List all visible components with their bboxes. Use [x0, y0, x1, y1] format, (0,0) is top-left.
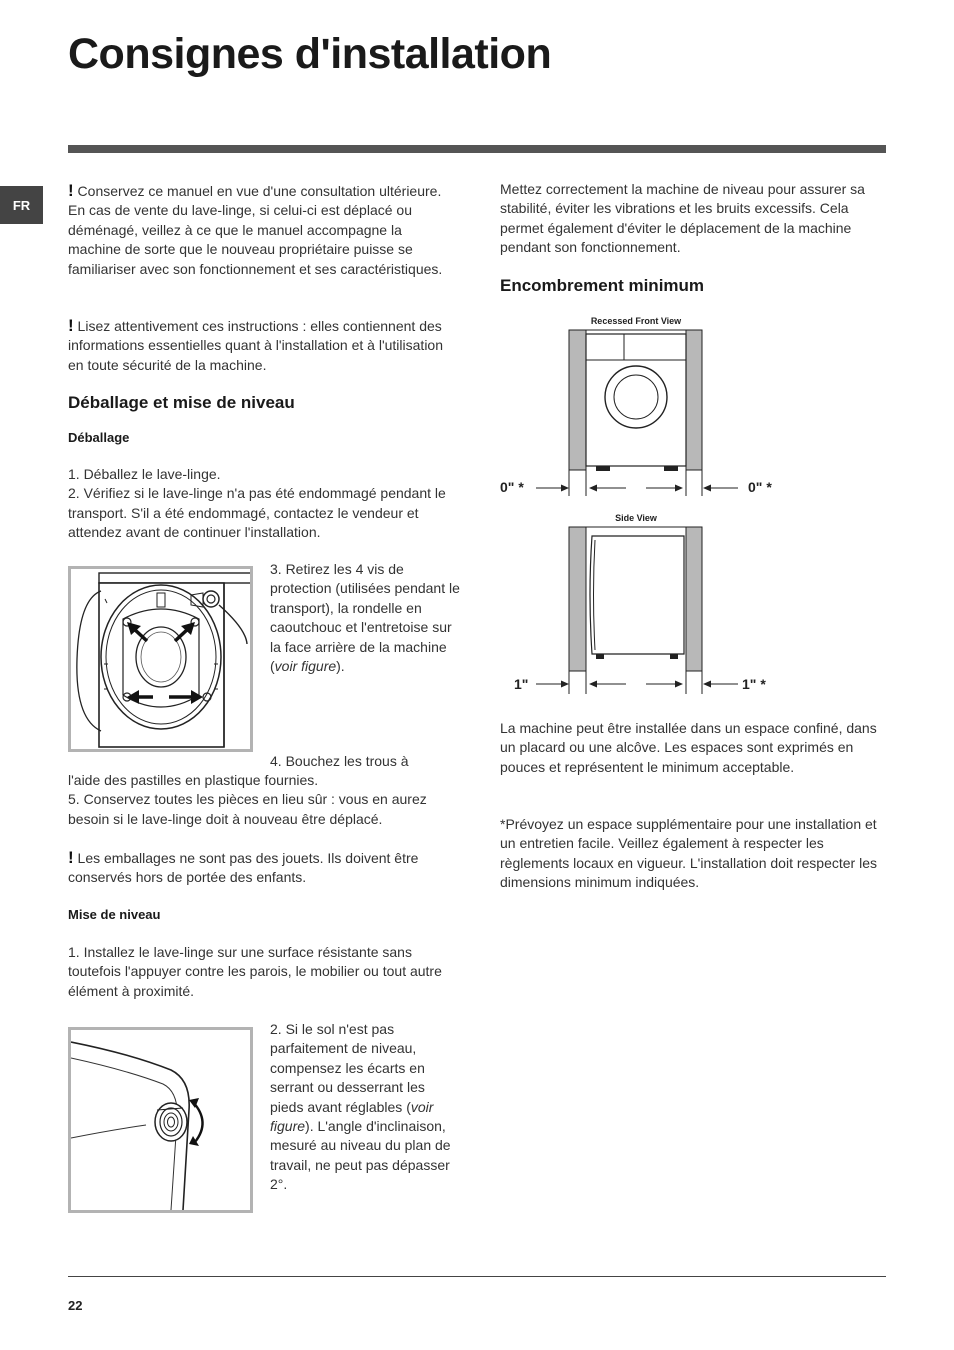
intro-note-1: [68, 181, 458, 279]
recessed-front-view-diagram: [498, 326, 798, 498]
side-right-dimension: 1" *: [742, 676, 766, 692]
section-heading-minimum-space: Encombrement minimum: [500, 276, 705, 295]
intro-note-2: [68, 316, 458, 375]
intro-note-1-text: Conservez ce manuel en vue d'une consultation ultérieure. En cas de vente du lave-linge, si celui-ci est déplacé ou déménagé, veillez à ce que le manuel accompagne la machine de sorte que le nouveau propriétaire puisse se familiariser avec son fonctionnement et ses caractéristiques.: [68, 183, 443, 277]
packaging-warning-text: Les emballages ne sont pas des jouets. Ils doivent être conservés hors de portée des enfants.: [68, 850, 419, 886]
leveling-paragraph: Mettez correctement la machine de niveau pour assurer sa stabilité, éviter les vibrations et les bruits excessifs. Cela permet également d'éviter le déplacement de la machine pendant son fonctionnement.: [500, 181, 865, 256]
front-left-dimension: 0" *: [500, 479, 524, 495]
page-number: 22: [68, 1298, 83, 1313]
level-step-2-text-end: ). L'angle d'inclinaison, mesuré au niveau du plan de travail, ne peut pas dépasser 2°.: [270, 1118, 451, 1193]
level-step-2: [270, 1020, 462, 1195]
step-2: 2. Vérifiez si le lave-linge n'a pas été endommagé pendant le transport. S'il a été endommagé, contactez le vendeur et attendez avant de continuer l'installation.: [68, 485, 446, 541]
front-view-label: Recessed Front View: [590, 316, 682, 326]
warning-mark: !: [68, 181, 74, 200]
step-4-start: 4. Bouchez les trous à: [270, 753, 409, 769]
extra-space-note: *Prévoyez un espace supplémentaire pour une installation et un entretien facile. Veillez également à respecter les règlements locaux en vigueur. L'installation doit respecter les dimensions minimum indiquées.: [500, 816, 877, 891]
confined-space-paragraph: La machine peut être installée dans un espace confiné, dans un placard ou une alcôve. Les espaces sont exprimés en pouces et représentent le minimum acceptable.: [500, 720, 877, 775]
level-step-2-text: 2. Si le sol n'est pas parfaitement de niveau, compensez les écarts en serrant ou desserrant les pieds avant réglables (: [270, 1021, 425, 1115]
warning-mark: !: [68, 848, 74, 867]
header-rule: [68, 145, 886, 153]
page-title: Consignes d'installation: [68, 30, 552, 78]
step-5: 5. Conservez toutes les pièces en lieu sûr : vous en aurez besoin si le lave-linge doit à nouveau être déplacé.: [68, 791, 427, 827]
footer-rule: [68, 1276, 886, 1277]
packaging-warning: [68, 848, 460, 888]
step-3-text-end: ).: [336, 658, 345, 675]
adjustable-foot-figure: [68, 1027, 253, 1213]
language-tab: FR: [0, 186, 43, 224]
step-4-5: [68, 771, 460, 829]
step-3-text: 3. Retirez les 4 vis de protection (utilisées pendant le transport), la rondelle en caoutchouc et l'entretoise sur la face arrière de la machine (: [270, 561, 460, 675]
rear-view-figure: [68, 566, 253, 752]
side-view-label: Side View: [615, 513, 657, 523]
level-step-2-figure-ref: voir figure: [270, 1098, 434, 1135]
unpack-steps: [68, 465, 460, 543]
step-3-figure-ref: voir figure: [274, 658, 337, 675]
side-left-dimension: 1": [514, 676, 529, 692]
level-step-1: 1. Installez le lave-linge sur une surface résistante sans toutefois l'appuyer contre les parois, le mobilier ou tout autre élément à proximité.: [68, 944, 442, 999]
subheading-leveling: Mise de niveau: [68, 907, 161, 922]
subheading-unpacking: Déballage: [68, 430, 130, 445]
front-right-dimension: 0" *: [748, 479, 772, 495]
intro-note-2-text: Lisez attentivement ces instructions : elles contiennent des informations essentielles quant à l'installation et à l'utilisation en toute sécurité de la machine.: [68, 318, 443, 373]
rear-panel-illustration: [71, 569, 250, 749]
step-4-continued: l'aide des pastilles en plastique fournies.: [68, 772, 319, 788]
step-3: [270, 560, 460, 676]
foot-illustration: [71, 1030, 250, 1210]
section-heading-unpacking-leveling: Déballage et mise de niveau: [68, 393, 295, 412]
step-1: 1. Déballez le lave-linge.: [68, 466, 221, 482]
warning-mark: !: [68, 316, 74, 335]
side-view-diagram: [498, 524, 798, 696]
